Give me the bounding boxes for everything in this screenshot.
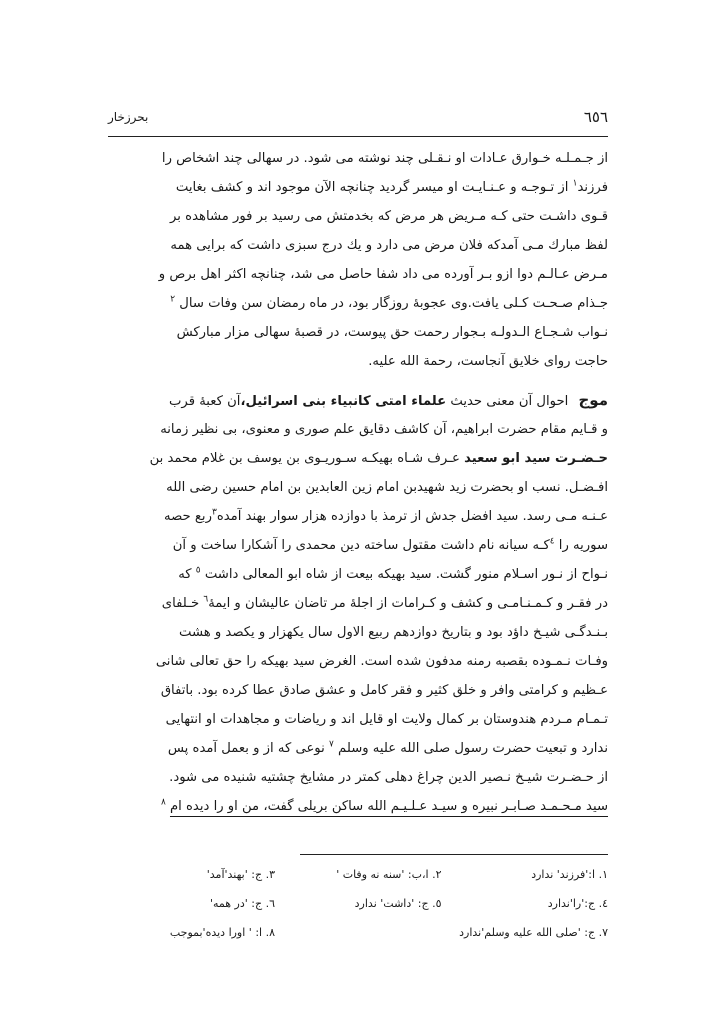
text-line: نـواح از نـور اسـلام منور گشت. سید بهیکه بیعت از شاه ابو المعالی داشت $^٥$ که: [178, 565, 608, 582]
footnote-item: ٢. ا،ب: 'سنه نه وفات ': [336, 868, 442, 881]
footnote-row: [108, 860, 608, 889]
page-number: ٦٥٦: [583, 108, 608, 126]
text-line: سوریه را $^٤$کـه سیانه نام داشت مقتول ساخته دین محمدی را آشکارا ساخت و آن: [172, 536, 608, 553]
footnote-marker: ٤: [549, 536, 555, 547]
footnote-marker: ٥: [195, 565, 201, 576]
text-line: و قـایم مقام حضرت ابراهیم، آن کاشف دقایق علم صوری و معنوی، بی نظیر زمانه: [160, 422, 608, 437]
footnote-row: [108, 889, 608, 918]
section-heading: موج: [578, 391, 608, 409]
footnote-item: ٧. ج: 'صلی الله علیه وسلم'ندارد: [459, 926, 608, 939]
footnote-item: ٦. ج: 'در همه': [209, 897, 275, 910]
text-line: تـمـام مـردم هندوستان بر کمال ولایت او قایل اند و ریاضات و مجاهدات او انتهایی: [165, 712, 608, 727]
text-line: از جـمـلـه خـوارق عـادات او نـقـلی چند نوشته می شود. در سهالی چند اشخاص را: [161, 151, 608, 166]
footnote-row: [108, 918, 608, 947]
main-text: [108, 144, 608, 821]
footnote-marker: ١: [572, 178, 578, 189]
text-line: عـنـه مـی رسد. سید افضل جدش از ترمذ با دوازده هزار سوار بهند آمده$^٣$ربع حصه: [164, 507, 608, 524]
footnote-item: ٤. ج:'را'ندارد: [547, 897, 608, 910]
text-line: نـواب شـجـاع الـدولـه بـجوار رحمت حق پیوست، در قصبهٔ سهالی مزار مبارکش: [176, 325, 608, 340]
text-line: حاجت روای خلایق آنجاست، رحمة الله علیه.: [368, 354, 608, 369]
footnote-item: ١. ا:'فرزند' ندارد: [531, 868, 608, 881]
name-highlight: حـضـرت سید ابو سعید: [464, 451, 608, 466]
footnote-marker: ٣: [211, 507, 217, 518]
page-header: [108, 108, 608, 136]
text-line: بـنـدگـی شیـخ داؤد بود و بتاریخ دوازدهم ربیع الاول سال یکهزار و یکصد و هشت: [179, 625, 608, 640]
text-line: عـظیم و کرامتی وافر و خلق کثیر و فقر کامل و عشق صادق عطا کرده بود. باتفاق: [160, 683, 608, 698]
footnotes: [108, 860, 608, 947]
footnote-item: ٥. ج: 'داشت' ندارد: [354, 897, 442, 910]
footnote-rule: [300, 854, 608, 855]
footnote-item: ٣. ج: 'بهند'آمد': [206, 868, 275, 881]
hadith-phrase: علماء امتی کانبیاء بنی اسرائیل،: [240, 394, 447, 409]
text-line: افـضـل. نسب او بحضرت زید شهیدبن امام زین العابدین بن امام حسین رضی الله: [166, 480, 608, 495]
text-line: سید مـحـمـد صـابـر نبیره و سیـد عـلـیـم الله ساکن بریلی گفت، من او را دیده ام $^٨$: [160, 797, 608, 814]
footnote-marker: ٢: [170, 294, 176, 305]
text-line: لفظ مبارك مـی آمدکه فلان مرض می دارد و یك درج سبزی داشت که برایی همه: [170, 238, 608, 253]
text-line: قـوی داشـت حتی کـه مـریض هر مرض که بخدمتش می رسید بر فور مشاهده بر: [170, 209, 608, 224]
text-line: در فقـر و کـمـنـامـی و کشف و کـرامات از اجلهٔ مر تاضان عالیشان و ایمهٔ$^٦$ خـلفای: [161, 594, 608, 611]
footnote-marker: ٦: [203, 594, 209, 605]
running-title: بحرزخار: [108, 110, 149, 124]
text-line: ندارد و تبعیت حضرت رسول صلی الله علیه وسلم $^٧$ نوعی که از و بعمل آمده پس: [167, 739, 608, 756]
text-line: مـرض عـالـم دوا ازو بـر آورده می داد شفا حاصل می شد، چنانچه اکثر اهل برص و: [158, 267, 608, 282]
text-line: از حـضـرت شیـخ نـصیر الدین چراغ دهلی کمتر در مشایخ چشتیه شنیده می شود.: [169, 770, 608, 785]
text-line: حـضـرت سید ابو سعید عـرف شـاه بهیکـه سـوریـوی بن یوسف بن غلام محمد بن: [149, 451, 608, 466]
text-line: وفـات نـمـوده بقصبه رمنه مدفون شده است. الغرض سید بهیکه را حق تعالی شانی: [155, 654, 608, 669]
header-rule: [108, 136, 608, 137]
text-line: فرزند$^١$ از تـوجـه و عـنـایـت او میسر گردید چنانچه الآن موجود اند و کشف بغایت: [175, 178, 608, 195]
footnote-marker: ٧: [329, 739, 334, 750]
text-line: جـذام صـحـت کـلی یافت.وی عجوبهٔ روزگار بود، در ماه رمضان سن وفات سال $^٢$: [170, 294, 608, 311]
text-line: موج احوال آن معنی حدیث علماء امتی کانبیاء بنی اسرائیل،آن کعبهٔ قرب: [169, 391, 608, 409]
footnote-item: ٨. ا: ' اورا دیده'بموجب: [169, 926, 275, 939]
footnote-marker: ٨: [160, 797, 166, 808]
